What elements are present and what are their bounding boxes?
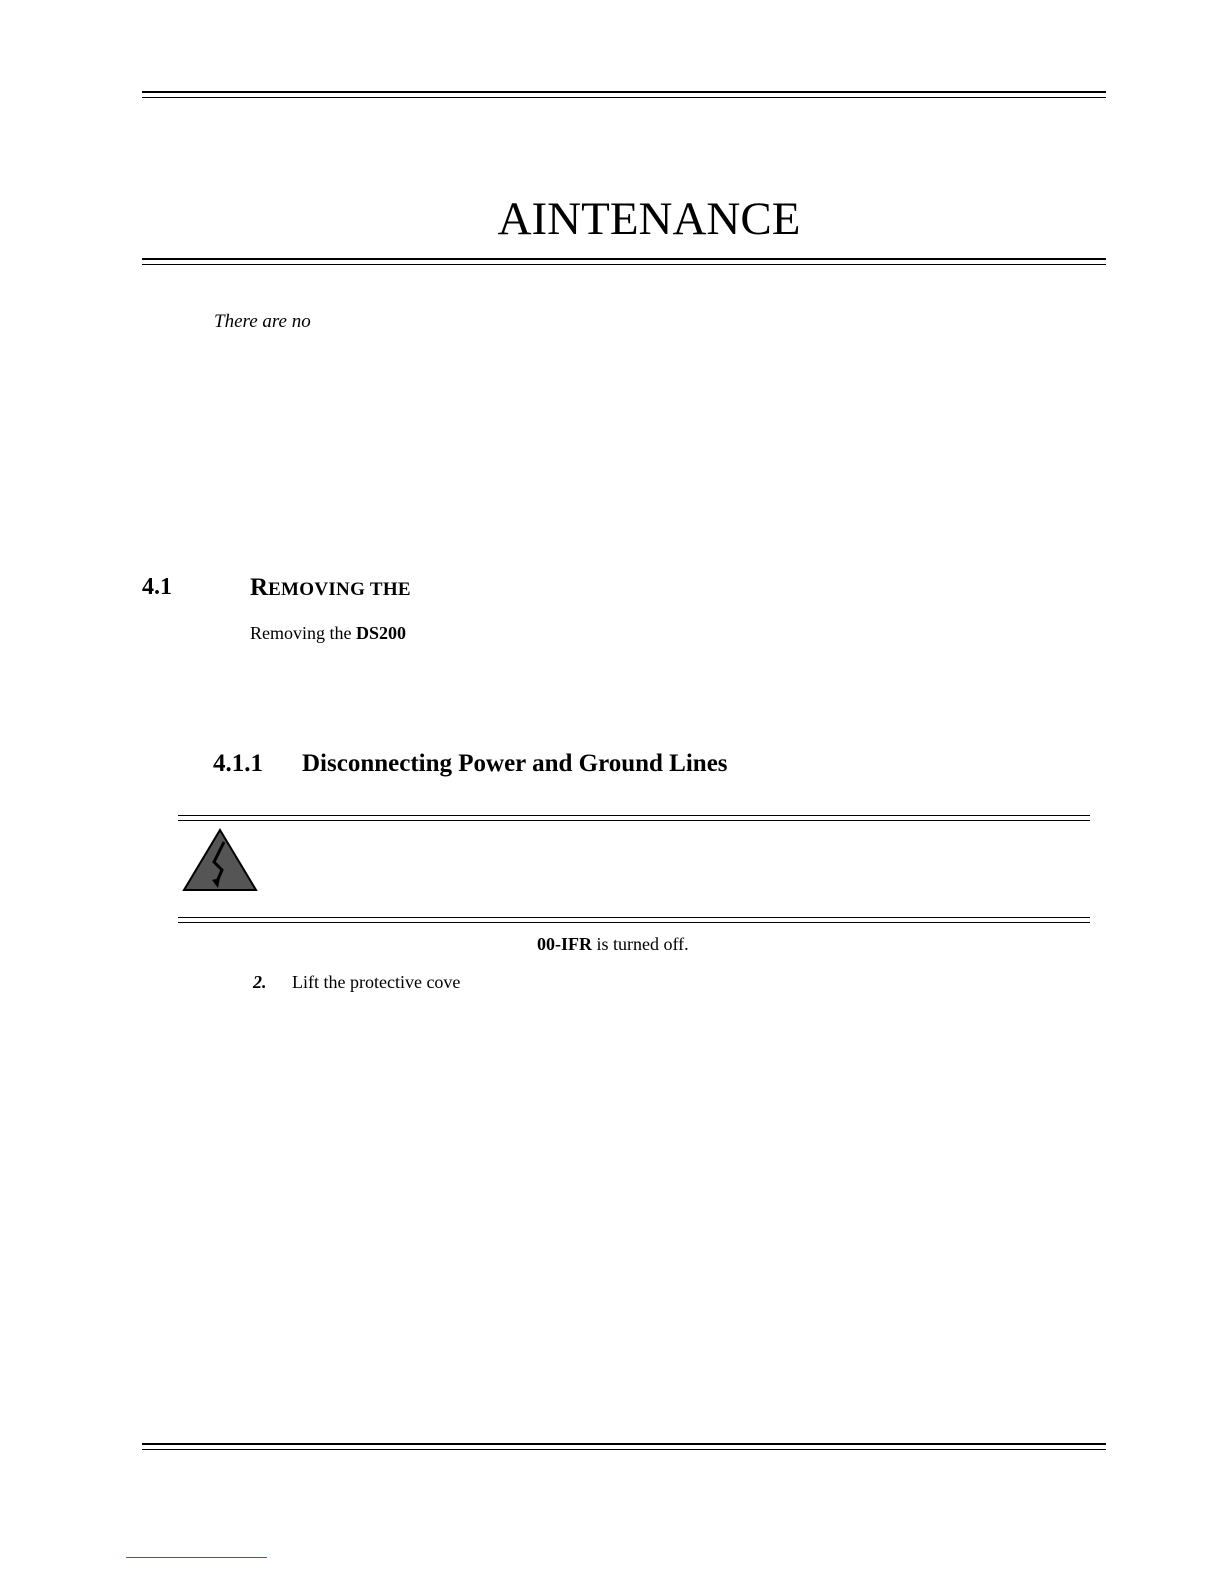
warning-top-rule (178, 815, 1090, 821)
section-title (250, 574, 411, 602)
chapter-title-rule (142, 258, 1106, 265)
section-body (250, 623, 406, 644)
footer-link-underline[interactable] (126, 1557, 267, 1558)
section-number: 4.1 (142, 574, 172, 600)
step-2-text: Lift the protective cove (292, 972, 461, 992)
subsection-title: Disconnecting Power and Ground Lines (302, 750, 728, 777)
chapter-title: AINTENANCE (497, 193, 801, 245)
section-title-rest: EMOVING THE (268, 579, 411, 600)
high-voltage-warning-icon (182, 828, 258, 892)
subsection-number: 4.1.1 (213, 750, 263, 777)
step-1-rest: is turned off. (592, 934, 689, 954)
step-1-text (537, 934, 689, 955)
footer-rule (142, 1443, 1106, 1450)
step-2-number: 2. (253, 972, 267, 992)
section-title-initial: R (250, 574, 269, 601)
section-body-product: DS200 (356, 623, 407, 643)
warning-bottom-rule (178, 917, 1090, 923)
intro-text: There are no (214, 311, 311, 332)
section-body-prefix: Removing the (250, 623, 356, 643)
header-rule (142, 91, 1106, 98)
step-1-product: 00-IFR (537, 934, 592, 954)
